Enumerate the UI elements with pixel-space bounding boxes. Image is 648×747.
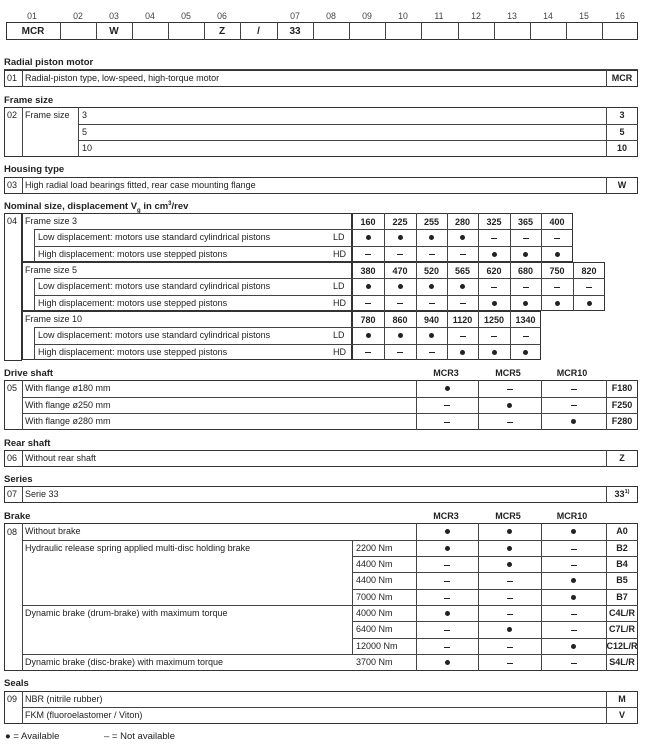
section-title-frame: Frame size <box>4 95 54 106</box>
code-value-03: W <box>109 26 119 37</box>
section-title-drive: Drive shaft <box>4 368 54 379</box>
position-14: 14 <box>543 11 553 21</box>
grid-line <box>34 278 605 279</box>
nominal-size-value: 940 <box>423 314 440 325</box>
available-dot <box>571 644 576 649</box>
brake-row-label: Dynamic brake (disc-brake) with maximum torque <box>25 657 224 667</box>
nominal-row-code: LD <box>333 330 345 341</box>
unavailable-dash <box>365 254 371 255</box>
nominal-row-code: LD <box>333 281 345 292</box>
position-04: 04 <box>145 11 155 21</box>
nominal-size-value: 820 <box>581 265 597 276</box>
brake-torque: 2200 Nm <box>356 543 393 553</box>
legend-not-available: – = Not available <box>104 731 176 742</box>
brake-code: B5 <box>616 575 628 585</box>
nominal-row-label: High displacement: motors use stepped pistons <box>38 248 228 259</box>
code-separator: / <box>257 26 260 37</box>
series-row <box>4 486 638 503</box>
available-dot <box>571 595 576 600</box>
nominal-row-label: Low displacement: motors use standard cylindrical pistons <box>38 281 271 292</box>
nominal-size-value: 400 <box>549 216 565 227</box>
code-value-01: MCR <box>21 26 45 37</box>
drive-row-code: F180 <box>611 383 633 393</box>
nominal-row-label: High displacement: motors use stepped pistons <box>38 346 228 357</box>
brake-code: C4L/R <box>608 608 635 618</box>
unavailable-dash <box>554 238 560 239</box>
brake-row-label: Without brake <box>25 526 81 536</box>
available-dot <box>366 284 371 289</box>
grid-line <box>34 327 35 360</box>
unavailable-dash <box>444 405 450 406</box>
drive-row-code: F250 <box>611 399 633 410</box>
available-dot <box>366 235 371 240</box>
grid-line <box>34 295 605 296</box>
unavailable-dash <box>397 303 403 304</box>
position-07: 07 <box>290 11 300 21</box>
position-13: 13 <box>507 11 517 21</box>
series-label: Serie 33 <box>25 489 59 499</box>
code-value-07: 33 <box>289 26 301 37</box>
seal-label-nbr: NBR (nitrile rubber) <box>25 694 103 704</box>
frame-label: Frame size <box>25 110 70 120</box>
brake-code: B7 <box>616 592 628 602</box>
unavailable-dash <box>491 287 497 288</box>
frame-code: 5 <box>619 127 625 137</box>
nominal-row-code: LD <box>333 232 345 243</box>
nominal-row-label: Low displacement: motors use standard cylindrical pistons <box>38 232 271 243</box>
unavailable-dash <box>507 422 513 423</box>
unavailable-dash <box>397 254 403 255</box>
unavailable-dash <box>571 614 577 615</box>
unavailable-dash <box>571 549 577 550</box>
brake-code: A0 <box>616 526 628 536</box>
brake-torque: 12000 Nm <box>356 641 398 651</box>
legend-available: ● = Available <box>5 731 60 742</box>
unavailable-dash <box>444 422 450 423</box>
brake-code: B2 <box>616 543 628 553</box>
model-header-mcr5: MCR5 <box>495 368 521 378</box>
section-title-series: Series <box>4 474 33 485</box>
available-dot <box>366 333 371 338</box>
available-dot <box>398 284 403 289</box>
frame-code: 3 <box>619 110 625 120</box>
unavailable-dash <box>365 303 371 304</box>
available-dot <box>445 386 450 391</box>
unavailable-dash <box>523 287 529 288</box>
available-dot <box>523 301 528 306</box>
drive-row-label: With flange ø180 mm <box>25 383 111 393</box>
rear-label: Without rear shaft <box>25 453 97 463</box>
frame-size-10: 10 <box>82 143 93 153</box>
housing-code: W <box>617 180 627 190</box>
available-dot <box>445 660 450 665</box>
position-01: 01 <box>27 11 37 21</box>
row-number: 09 <box>7 694 18 704</box>
model-header-mcr10: MCR10 <box>556 511 588 521</box>
grid-line <box>34 278 35 311</box>
available-dot <box>507 546 512 551</box>
unavailable-dash <box>523 238 529 239</box>
rear-row <box>4 450 638 467</box>
row-number: 08 <box>7 527 18 537</box>
unavailable-dash <box>365 352 371 353</box>
available-dot <box>507 529 512 534</box>
section-title-housing: Housing type <box>4 164 65 175</box>
grid-line <box>34 344 541 345</box>
position-15: 15 <box>579 11 589 21</box>
unavailable-dash <box>444 630 450 631</box>
available-dot <box>492 301 497 306</box>
brake-torque: 6400 Nm <box>356 624 393 634</box>
nominal-size-value: 325 <box>486 216 502 227</box>
available-dot <box>492 252 497 257</box>
nominal-size-value: 780 <box>360 314 376 325</box>
row-number: 03 <box>7 180 18 190</box>
unavailable-dash <box>429 303 435 304</box>
section-title-nominal: Nominal size, displacement $V_g$ in $cm^3$/rev <box>4 201 189 215</box>
position-02: 02 <box>73 11 83 21</box>
unavailable-dash <box>507 581 513 582</box>
series-code: 33$^{1)}$ <box>614 489 630 499</box>
nominal-size-value: 470 <box>392 265 408 276</box>
unavailable-dash <box>429 254 435 255</box>
row-number: 01 <box>7 73 18 83</box>
available-dot <box>571 529 576 534</box>
available-dot <box>507 403 512 408</box>
unavailable-dash <box>460 303 466 304</box>
unavailable-dash <box>507 614 513 615</box>
brake-torque: 4000 Nm <box>356 608 393 618</box>
row-number: 06 <box>7 453 18 463</box>
unavailable-dash <box>491 336 497 337</box>
frame-size-5: 5 <box>82 127 88 137</box>
grid-line <box>34 246 573 247</box>
nominal-group-label: Frame size 3 <box>25 216 78 226</box>
unavailable-dash <box>571 630 577 631</box>
unavailable-dash <box>444 565 450 566</box>
available-dot <box>555 252 560 257</box>
unavailable-dash <box>554 287 560 288</box>
unavailable-dash <box>507 647 513 648</box>
unavailable-dash <box>507 389 513 390</box>
nominal-row-code: HD <box>333 297 346 308</box>
available-dot <box>555 301 560 306</box>
rear-code: Z <box>619 453 625 463</box>
brake-torque: 4400 Nm <box>356 559 393 569</box>
nominal-size-value: 860 <box>392 314 408 325</box>
row-number: 04 <box>7 216 18 226</box>
unavailable-dash <box>444 581 450 582</box>
seal-code: M <box>618 694 626 704</box>
nominal-size-value: 160 <box>360 216 376 227</box>
brake-torque: 7000 Nm <box>356 592 393 602</box>
brake-torque: 4400 Nm <box>356 575 393 585</box>
housing-label: High radial load bearings fitted, rear case mounting flange <box>25 180 256 190</box>
drive-row-label: With flange ø280 mm <box>25 416 111 427</box>
available-dot <box>507 627 512 632</box>
unavailable-dash <box>444 598 450 599</box>
unavailable-dash <box>571 389 577 390</box>
available-dot <box>445 611 450 616</box>
available-dot <box>445 529 450 534</box>
motor-label: Radial-piston type, low-speed, high-torque motor <box>25 73 220 83</box>
position-03: 03 <box>109 11 119 21</box>
unavailable-dash <box>444 647 450 648</box>
grid-line <box>34 327 541 328</box>
unavailable-dash <box>397 352 403 353</box>
nominal-size-value: 280 <box>454 216 471 227</box>
brake-torque: 3700 Nm <box>356 657 393 667</box>
grid-line <box>34 229 35 262</box>
nominal-size-value: 1120 <box>452 314 473 325</box>
seal-code: V <box>618 710 625 720</box>
unavailable-dash <box>429 352 435 353</box>
frame-code: 10 <box>616 143 627 153</box>
nominal-size-value: 225 <box>392 216 408 227</box>
available-dot <box>398 333 403 338</box>
available-dot <box>523 350 528 355</box>
row-number: 07 <box>7 489 18 499</box>
nominal-size-value: 1250 <box>483 314 505 325</box>
nominal-size-value: 565 <box>454 265 471 276</box>
model-header-mcr3: MCR3 <box>433 511 459 521</box>
available-dot <box>460 350 465 355</box>
brake-code: C7L/R <box>608 624 635 634</box>
available-dot <box>507 562 512 567</box>
nominal-row-code: HD <box>333 248 346 259</box>
unavailable-dash <box>523 336 529 337</box>
available-dot <box>587 301 592 306</box>
available-dot <box>492 350 497 355</box>
nominal-row-code: HD <box>333 346 346 357</box>
model-header-mcr5: MCR5 <box>495 511 521 521</box>
unavailable-dash <box>507 663 513 664</box>
position-06: 06 <box>217 11 227 21</box>
position-05: 05 <box>181 11 191 21</box>
brake-code: C12L/R <box>606 641 638 651</box>
model-header-mcr10: MCR10 <box>556 368 588 378</box>
position-16: 16 <box>615 11 625 21</box>
code-value-06: Z <box>218 26 226 37</box>
seal-label-fkm: FKM (fluoroelastomer / Viton) <box>25 710 143 720</box>
nominal-row-label: Low displacement: motors use standard cylindrical pistons <box>38 330 271 341</box>
position-11: 11 <box>434 11 444 21</box>
brake-row-label: Hydraulic release spring applied multi-disc holding brake <box>25 543 251 553</box>
nominal-size-value: 1340 <box>515 314 536 325</box>
nominal-size-value: 620 <box>486 265 502 276</box>
brake-code: S4L/R <box>609 657 635 667</box>
position-10: 10 <box>398 11 408 21</box>
drive-row-label: With flange ø250 mm <box>25 399 111 410</box>
row-number: 05 <box>7 383 18 393</box>
drive-row-code: F280 <box>611 416 633 427</box>
unavailable-dash <box>571 565 577 566</box>
section-title-motor: Radial piston motor <box>4 57 94 68</box>
frame-size-3: 3 <box>82 110 88 120</box>
nominal-size-value: 750 <box>549 265 565 276</box>
section-title-rear: Rear shaft <box>4 438 51 449</box>
nominal-size-value: 680 <box>517 265 534 276</box>
unavailable-dash <box>491 238 497 239</box>
available-dot <box>523 252 528 257</box>
section-title-brake: Brake <box>4 511 31 522</box>
grid-line <box>34 229 573 230</box>
nominal-group-label: Frame size 5 <box>25 265 78 275</box>
nominal-size-value: 380 <box>360 265 376 276</box>
nominal-size-value: 365 <box>517 216 534 227</box>
nominal-size-value: 255 <box>423 216 440 227</box>
available-dot <box>398 235 403 240</box>
unavailable-dash <box>586 287 592 288</box>
frame-table <box>4 107 638 157</box>
unavailable-dash <box>460 336 466 337</box>
nominal-row-label: High displacement: motors use stepped pistons <box>38 297 228 308</box>
unavailable-dash <box>507 598 513 599</box>
position-12: 12 <box>471 11 481 21</box>
unavailable-dash <box>460 254 466 255</box>
section-title-seals: Seals <box>4 678 29 689</box>
unavailable-dash <box>571 405 577 406</box>
position-09: 09 <box>362 11 372 21</box>
row-number: 02 <box>7 110 18 120</box>
nominal-number-cell <box>4 213 22 361</box>
position-08: 08 <box>326 11 336 21</box>
brake-code: B4 <box>616 559 628 569</box>
nominal-size-value: 520 <box>423 265 440 276</box>
model-header-mcr3: MCR3 <box>433 368 459 378</box>
motor-code: MCR <box>611 73 633 83</box>
available-dot <box>571 578 576 583</box>
available-dot <box>445 546 450 551</box>
nominal-group-label: Frame size 10 <box>25 314 83 324</box>
brake-row-label: Dynamic brake (drum-brake) with maximum torque <box>25 608 228 618</box>
unavailable-dash <box>571 663 577 664</box>
